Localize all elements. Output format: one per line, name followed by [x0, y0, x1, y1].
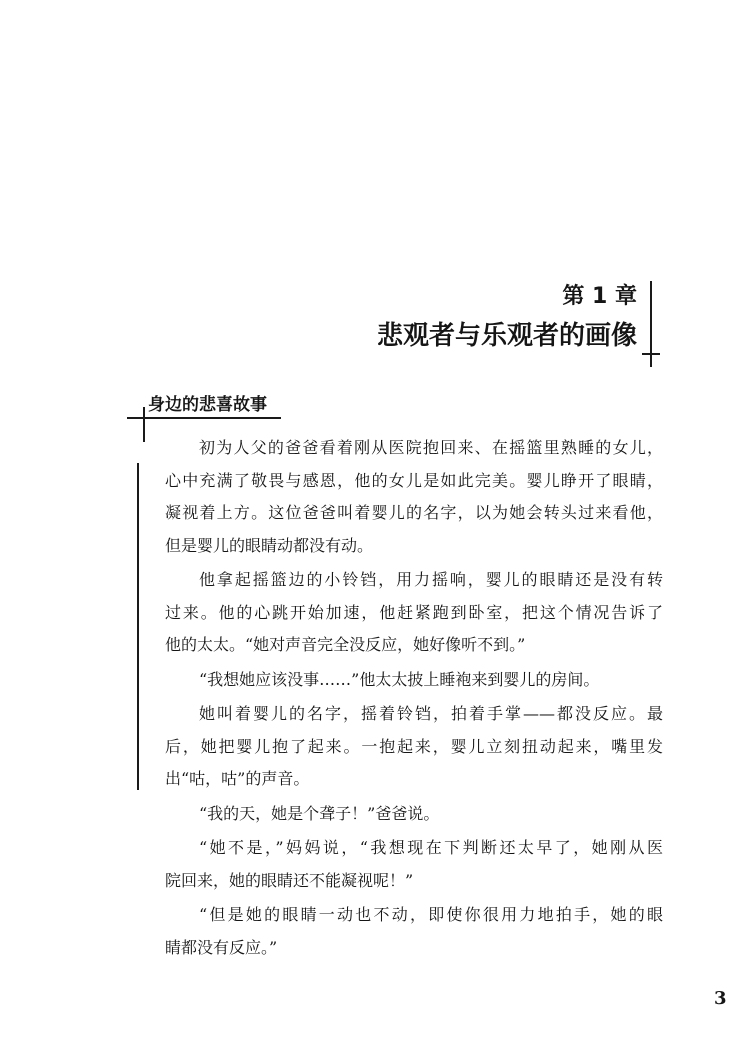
paragraph	[165, 664, 663, 697]
paragraph	[165, 564, 663, 662]
section-heading: 身边的悲喜故事	[148, 395, 267, 415]
body-line: 凝视着上方。这位爸爸叫着婴儿的名字，以为她会转头过来看他，	[165, 503, 663, 522]
body-line: 她叫着婴儿的名字，摇着铃铛，拍着手掌——都没反应。最	[199, 704, 663, 723]
body-line: 他的太太。“她对声音完全没反应，她好像听不到。”	[165, 635, 526, 654]
body-line: 初为人父的爸爸看着刚从医院抱回来、在摇篮里熟睡的女儿，	[199, 438, 663, 457]
body-line: 院回来，她的眼睛还不能凝视呢！”	[165, 870, 414, 890]
paragraph	[165, 698, 663, 796]
body-line: 但是婴儿的眼睛动都没有动。	[165, 535, 374, 555]
paragraph	[165, 798, 663, 831]
body-text	[165, 432, 663, 964]
body-line: 过来。他的心跳开始加速，他赶紧跑到卧室，把这个情况告诉了	[165, 602, 663, 622]
chapter-title: 悲观者与乐观者的画像	[376, 321, 637, 351]
section-heading-underline	[127, 417, 281, 419]
paragraph	[165, 899, 663, 964]
paragraph	[165, 832, 663, 897]
body-line: 睛都没有反应。”	[165, 937, 278, 957]
body-line: 心中充满了敬畏与感恩，他的女儿是如此完美。婴儿睁开了眼睛，	[165, 470, 663, 490]
body-line: “她不是，”妈妈说，“我想现在下判断还太早了，她刚从医	[199, 838, 663, 857]
body-line: 出“咕，咕”的声音。	[165, 769, 310, 788]
body-line: 他拿起摇篮边的小铃铛，用力摇响，婴儿的眼睛还是没有转	[199, 570, 663, 589]
paragraph	[165, 432, 663, 562]
body-line: “但是她的眼睛一动也不动，即使你很用力地拍手，她的眼	[199, 905, 663, 924]
chapter-rule-tick	[642, 353, 660, 355]
body-line: 后，她把婴儿抱了起来。一抱起来，婴儿立刻扭动起来，嘴里发	[165, 736, 663, 756]
body-line: “我想她应该没事……”他太太披上睡袍来到婴儿的房间。	[199, 669, 600, 689]
chapter-number: 第 1 章	[562, 284, 637, 309]
margin-vertical-bar	[137, 463, 139, 790]
body-line: “我的天，她是个聋子！”爸爸说。	[199, 803, 440, 823]
section-margin-tick	[143, 407, 145, 442]
page-number: 3	[714, 988, 727, 1009]
